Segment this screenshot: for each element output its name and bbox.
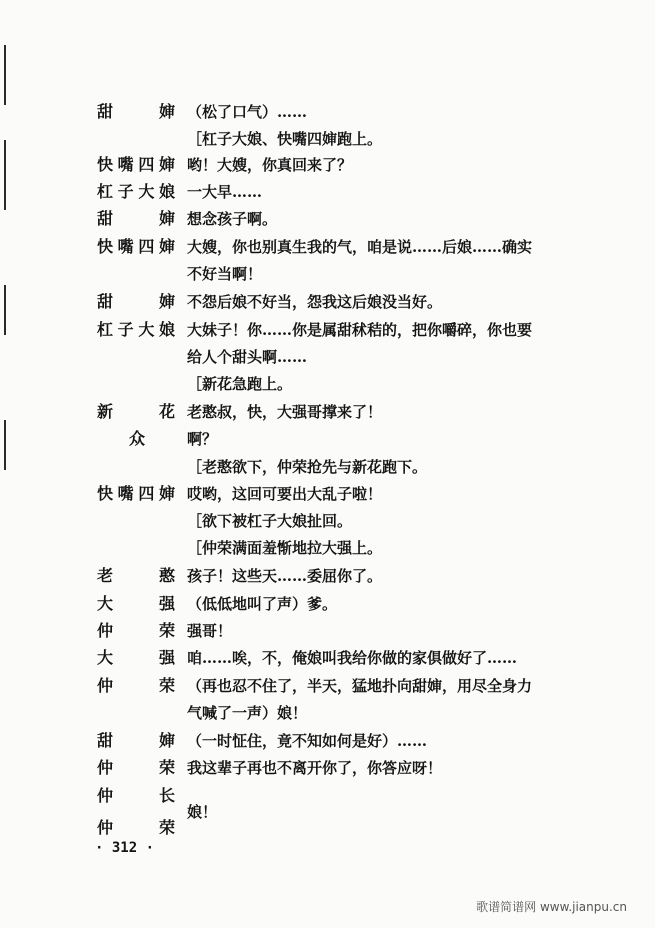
script-line	[0, 455, 655, 481]
dialogue-text: ［仲荣满面羞惭地拉大强上。	[187, 539, 383, 557]
script-line	[0, 262, 655, 288]
script-line	[0, 536, 655, 562]
script-line	[0, 127, 655, 153]
script-line	[0, 318, 655, 344]
dialogue-text: （一时怔住，竟不知如何是好）……	[187, 732, 428, 750]
script-line	[0, 701, 655, 727]
dialogue-text: 想念孩子啊。	[187, 210, 278, 228]
script-line	[0, 674, 655, 700]
watermark: 歌谱简谱网 www.jianpu.cn	[476, 900, 627, 914]
dialogue-text: 给人个甜头啊……	[187, 348, 308, 366]
dialogue-text: 强哥！	[187, 622, 233, 640]
script-line	[0, 816, 655, 842]
dialogue-text: 娘！	[187, 803, 218, 821]
dialogue-text: （低低地叫了声）爹。	[187, 595, 338, 613]
speaker-name: 甜 婶	[97, 292, 175, 311]
speaker-name: 快嘴四婶	[97, 484, 175, 503]
page-number: · 312 ·	[95, 840, 155, 856]
dialogue-text: 我这辈子再也不离开你了，你答应呀！	[187, 759, 443, 777]
script-line	[0, 619, 655, 645]
speaker-name: 快嘴四婶	[97, 237, 175, 256]
speaker-name: 众	[128, 429, 145, 448]
script-line	[0, 509, 655, 535]
dialogue-text: （再也忍不住了，半天，猛地扑向甜婶，用尽全身力	[187, 677, 533, 695]
dialogue-text: 一大早……	[187, 183, 263, 201]
script-line	[0, 564, 655, 590]
script-line	[0, 100, 655, 126]
speaker-name: 大 强	[97, 594, 175, 613]
speaker-name: 快嘴四婶	[97, 155, 175, 174]
script-line	[0, 345, 655, 371]
script-line	[0, 482, 655, 508]
script-line	[0, 646, 655, 672]
dialogue-text: 大妹子！你……你是属甜秫秸的，把你嚼碎，你也要	[187, 321, 533, 339]
dialogue-text: （松了口气）……	[187, 103, 308, 121]
dialogue-text: 哎哟，这回可要出大乱子啦！	[187, 485, 383, 503]
script-line	[0, 372, 655, 398]
script-line	[0, 400, 655, 426]
speaker-name: 仲 荣	[97, 758, 175, 777]
speaker-name: 老 憨	[97, 566, 175, 585]
speaker-name: 甜 婶	[97, 731, 175, 750]
script-line	[0, 756, 655, 782]
dialogue-text: ［杠子大娘、快嘴四婶跑上。	[187, 130, 383, 148]
script-line	[0, 290, 655, 316]
dialogue-text: 不好当啊！	[187, 265, 263, 283]
script-line	[0, 153, 655, 179]
dialogue-text: ［新花急跑上。	[187, 375, 293, 393]
script-line	[0, 207, 655, 233]
dialogue-text: 啊？	[187, 430, 218, 448]
script-line	[0, 180, 655, 206]
speaker-name: 甜 婶	[97, 209, 175, 228]
dialogue-text: 老憨叔，快，大强哥撑来了！	[187, 403, 383, 421]
script-line	[0, 592, 655, 618]
dialogue-text: 气喊了一声）娘！	[187, 704, 308, 722]
dialogue-text: 不怨后娘不好当，怨我这后娘没当好。	[187, 293, 443, 311]
page-edge-mark	[4, 45, 6, 105]
dialogue-text: 孩子！这些天……委屈你了。	[187, 567, 383, 585]
speaker-name: 仲 长	[97, 786, 175, 805]
speaker-name: 杠子大娘	[97, 320, 175, 339]
speaker-name: 杠子大娘	[97, 182, 175, 201]
script-line	[0, 729, 655, 755]
dialogue-text: 大嫂，你也别真生我的气，咱是说……后娘……确实	[187, 238, 533, 256]
speaker-name: 仲 荣	[97, 676, 175, 695]
dialogue-text: 咱……唉，不，俺娘叫我给你做的家俱做好了……	[187, 649, 518, 667]
script-line	[0, 427, 655, 453]
dialogue-text: 哟！大嫂，你真回来了？	[187, 156, 353, 174]
speaker-name: 仲 荣	[97, 818, 175, 837]
speaker-name: 仲 荣	[97, 621, 175, 640]
speaker-name: 新 花	[97, 402, 175, 421]
speaker-name: 大 强	[97, 648, 175, 667]
dialogue-text: ［老憨欲下，仲荣抢先与新花跑下。	[187, 458, 428, 476]
speaker-name: 甜 婶	[97, 102, 175, 121]
script-line	[0, 235, 655, 261]
dialogue-text: ［欲下被杠子大娘扯回。	[187, 512, 353, 530]
